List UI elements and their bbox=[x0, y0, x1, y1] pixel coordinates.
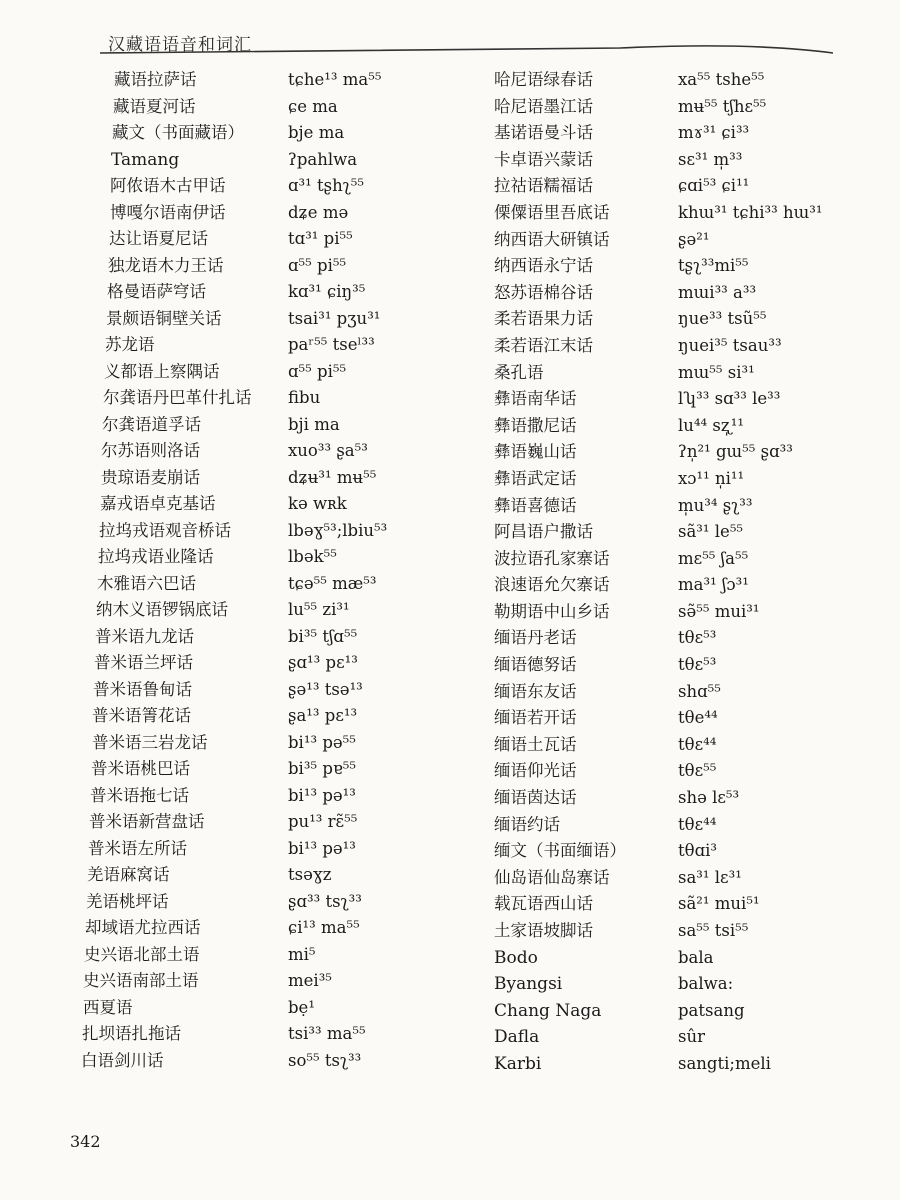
language-name: 缅语若开话 bbox=[494, 708, 577, 728]
language-name: 藏语拉萨话 bbox=[114, 70, 197, 89]
language-name: 彝语南华话 bbox=[494, 389, 577, 409]
language-name: 贵琼语麦崩话 bbox=[101, 467, 200, 487]
language-name: 哈尼语绿春话 bbox=[494, 70, 593, 89]
word-form: mʉ⁵⁵ tʃhɛ⁵⁵ bbox=[678, 96, 767, 116]
word-form: xuo³³ ʂa⁵³ bbox=[288, 441, 368, 460]
entry-row bbox=[0, 599, 760, 626]
language-name: Chang Naga bbox=[494, 1000, 602, 1021]
word-form: tθɛ⁵⁵ bbox=[678, 761, 717, 781]
word-form: ŋue³³ tsũ⁵⁵ bbox=[678, 309, 767, 329]
entry-row bbox=[0, 519, 744, 546]
word-form: tθɑi³ bbox=[678, 841, 718, 861]
word-form: ɕi¹³ ma⁵⁵ bbox=[288, 918, 360, 937]
entry-row bbox=[0, 386, 781, 413]
entry-row bbox=[0, 546, 749, 573]
word-form: khɯ³¹ tɕhi³³ hɯ³¹ bbox=[678, 202, 823, 222]
entry-row bbox=[0, 732, 717, 759]
language-name: Dafla bbox=[494, 1027, 540, 1048]
entry-row bbox=[0, 652, 717, 679]
entry-row bbox=[0, 493, 753, 520]
word-form: tʂʅ³³mi⁵⁵ bbox=[678, 256, 749, 276]
entry-row bbox=[0, 918, 749, 945]
entry-row bbox=[0, 200, 823, 227]
language-name: 彝语喜德话 bbox=[494, 495, 577, 515]
word-form: mɤ³¹ ɕi³³ bbox=[678, 123, 750, 143]
language-name: 柔若语江末话 bbox=[494, 335, 593, 355]
language-name: 独龙语木力王话 bbox=[108, 255, 224, 275]
entry-row bbox=[0, 838, 718, 865]
language-name: 普米语箐花话 bbox=[92, 706, 191, 725]
word-form: tsi³³ ma⁵⁵ bbox=[288, 1024, 366, 1043]
entry-row bbox=[0, 120, 750, 147]
language-name: 博嘎尔语南伊话 bbox=[110, 202, 226, 222]
language-name: 普米语兰坪话 bbox=[94, 653, 193, 672]
language-name: 载瓦语西山话 bbox=[494, 894, 593, 914]
language-name: 彝语撒尼话 bbox=[494, 415, 577, 435]
language-name: 嘉戎语卓克基话 bbox=[100, 494, 216, 513]
entry-row bbox=[0, 360, 755, 387]
word-form: sɛ³¹ m̩³³ bbox=[678, 149, 743, 169]
word-form: bi¹³ pə¹³ bbox=[288, 785, 356, 805]
language-name: 卡卓语兴蒙话 bbox=[494, 149, 593, 169]
word-form: lu⁵⁵ zi³¹ bbox=[288, 600, 350, 619]
entry-row bbox=[0, 679, 721, 706]
language-name: 木雅语六巴话 bbox=[97, 573, 196, 593]
entry-row bbox=[0, 94, 767, 121]
language-name: Bodo bbox=[494, 947, 538, 968]
language-name: Tamang bbox=[111, 149, 180, 170]
word-form: tsəɣz bbox=[288, 865, 332, 884]
word-form: lbək⁵⁵ bbox=[288, 547, 337, 566]
entry-row bbox=[0, 945, 714, 972]
word-form: mi⁵ bbox=[288, 944, 316, 964]
word-form: ɕɑi⁵³ ɕi¹¹ bbox=[678, 176, 750, 196]
word-form: sã³¹ le⁵⁵ bbox=[678, 522, 744, 542]
word-form: ʂa¹³ pɛ¹³ bbox=[288, 706, 358, 725]
word-form: sə̃⁵⁵ mui³¹ bbox=[678, 601, 760, 621]
language-name: 缅语土瓦话 bbox=[494, 734, 577, 754]
entry-row bbox=[0, 280, 757, 307]
language-name: 苏龙语 bbox=[105, 335, 155, 354]
language-name: 浪速语允欠寨话 bbox=[494, 575, 610, 595]
language-name: 羌语麻窝话 bbox=[87, 865, 170, 884]
entry-row bbox=[0, 413, 744, 440]
language-name: 仙岛语仙岛寨话 bbox=[494, 867, 610, 887]
entry-row bbox=[0, 1051, 771, 1078]
word-form: ʔn̩²¹ gɯ⁵⁵ ʂɑ³³ bbox=[678, 442, 793, 462]
word-form: fibu bbox=[288, 388, 321, 407]
language-name: 傈僳语里吾底话 bbox=[494, 202, 610, 222]
language-name: 尔苏语则洛话 bbox=[101, 441, 200, 460]
language-name: 拉祜语糯福话 bbox=[494, 176, 593, 196]
language-name: 缅语仰光话 bbox=[494, 761, 577, 781]
language-name: 尔龚语丹巴革什扎话 bbox=[103, 388, 252, 407]
language-name: 土家语坡脚话 bbox=[494, 921, 593, 940]
word-form: tθe⁴⁴ bbox=[678, 708, 718, 728]
word-form: sa³¹ lɛ³¹ bbox=[678, 867, 742, 887]
word-form: bẹ¹ bbox=[288, 997, 315, 1017]
word-form: tsai³¹ pʒu³¹ bbox=[288, 308, 381, 328]
language-name: 藏文（书面藏语） bbox=[112, 123, 244, 142]
word-form: dʑʉ³¹ mʉ⁵⁵ bbox=[288, 467, 377, 487]
word-form: mei³⁵ bbox=[288, 971, 332, 990]
entry-row bbox=[0, 971, 734, 998]
entry-row bbox=[0, 439, 793, 466]
language-name: 缅语茵达话 bbox=[494, 788, 577, 808]
word-form: bi¹³ pə⁵⁵ bbox=[288, 732, 356, 752]
word-form: shɑ⁵⁵ bbox=[678, 681, 721, 701]
language-name: Karbi bbox=[494, 1053, 542, 1074]
language-name: 史兴语南部土语 bbox=[83, 971, 199, 990]
entry-row bbox=[0, 785, 740, 812]
language-name: 普米语拖七话 bbox=[90, 785, 189, 805]
entry-row bbox=[0, 227, 710, 254]
entry-row bbox=[0, 625, 717, 652]
entry-row bbox=[0, 67, 765, 94]
language-name: 彝语巍山话 bbox=[494, 442, 577, 462]
word-form: bala bbox=[678, 947, 714, 967]
language-name: 纳木义语锣锅底话 bbox=[96, 600, 228, 619]
word-form: xa⁵⁵ tshe⁵⁵ bbox=[678, 70, 765, 89]
word-form: pu¹³ rɛ̃⁵⁵ bbox=[288, 812, 358, 831]
page-number: 342 bbox=[70, 1132, 101, 1151]
language-name: 景颇语铜壁关话 bbox=[106, 308, 222, 328]
word-form: bi³⁵ tʃɑ⁵⁵ bbox=[288, 626, 358, 646]
word-form: ŋuei³⁵ tsau³³ bbox=[678, 335, 782, 355]
language-name: 尔龚语道孚话 bbox=[102, 414, 201, 434]
word-form: so⁵⁵ tsʅ³³ bbox=[288, 1050, 362, 1070]
running-header: 汉藏语语音和词汇 bbox=[108, 35, 252, 55]
language-name: 达让语夏尼话 bbox=[109, 229, 208, 248]
word-form: tɕhe¹³ ma⁵⁵ bbox=[288, 70, 382, 89]
language-name: 普米语鲁甸话 bbox=[93, 679, 192, 699]
right-entry-column bbox=[0, 67, 823, 1078]
language-name: 缅语约话 bbox=[494, 814, 560, 834]
word-form: sangti;meli bbox=[678, 1053, 771, 1073]
word-form: mɯ⁵⁵ si³¹ bbox=[678, 362, 755, 382]
language-name: 义都语上察隅话 bbox=[104, 361, 220, 381]
entry-row bbox=[0, 758, 717, 785]
word-form: m̩u³⁴ ʂʅ³³ bbox=[678, 495, 753, 515]
word-form: tθɛ⁴⁴ bbox=[678, 814, 717, 834]
language-name: 缅语丹老话 bbox=[494, 628, 577, 648]
language-name: 普米语三岩龙话 bbox=[92, 732, 208, 752]
entry-row bbox=[0, 572, 749, 599]
entry-row bbox=[0, 253, 749, 280]
language-name: 缅语东友话 bbox=[494, 681, 577, 701]
word-form: tθɛ⁵³ bbox=[678, 655, 717, 675]
word-form: ʂə¹³ tsə¹³ bbox=[288, 679, 363, 699]
word-form: ma³¹ ʃɔ³¹ bbox=[678, 575, 749, 595]
word-form: bji ma bbox=[288, 414, 340, 434]
word-form: balwa: bbox=[678, 974, 734, 994]
word-form: lbəɣ⁵³;lbiu⁵³ bbox=[288, 520, 388, 540]
word-form: tθɛ⁴⁴ bbox=[678, 734, 717, 754]
word-form: sûr bbox=[678, 1027, 705, 1047]
language-name: 却域语尤拉西话 bbox=[85, 918, 201, 937]
language-name: 西夏语 bbox=[83, 997, 133, 1017]
word-form: ʂɑ¹³ pɛ¹³ bbox=[288, 653, 358, 672]
language-name: 白语剑川话 bbox=[81, 1050, 164, 1070]
entry-row bbox=[0, 147, 743, 174]
word-form: lu⁴⁴ sʐ̩¹¹ bbox=[678, 415, 744, 435]
language-name: 拉坞戎语业隆话 bbox=[98, 547, 214, 566]
language-name: 阿侬语木古甲话 bbox=[110, 176, 226, 195]
language-name: 普米语九龙话 bbox=[95, 626, 194, 646]
language-name: 柔若语果力话 bbox=[494, 309, 593, 329]
language-name: 波拉语孔家寨话 bbox=[494, 548, 610, 568]
word-form: mɛ⁵⁵ ʃa⁵⁵ bbox=[678, 548, 749, 568]
word-form: ɑ⁵⁵ pi⁵⁵ bbox=[288, 361, 347, 381]
word-form: ɕe ma bbox=[288, 96, 338, 116]
language-name: 彝语武定话 bbox=[494, 468, 577, 488]
word-form: kə wʀk bbox=[288, 494, 347, 513]
language-name: 基诺语曼斗话 bbox=[494, 123, 593, 143]
word-form: sa⁵⁵ tsi⁵⁵ bbox=[678, 921, 749, 940]
entry-row bbox=[0, 306, 767, 333]
word-form: tθɛ⁵³ bbox=[678, 628, 717, 648]
language-name: 纳西语大研镇话 bbox=[494, 229, 610, 249]
language-name: 扎坝语扎拖话 bbox=[82, 1024, 181, 1043]
entry-row bbox=[0, 705, 718, 732]
word-form: kɑ³¹ ɕiŋ³⁵ bbox=[288, 282, 366, 301]
language-name: 普米语左所话 bbox=[88, 838, 187, 858]
word-form: dʑe mə bbox=[288, 202, 349, 222]
header-rule bbox=[100, 34, 833, 60]
word-form: ʂə²¹ bbox=[678, 229, 710, 249]
language-name: 缅语德努话 bbox=[494, 655, 577, 675]
word-form: ʔpahlwa bbox=[288, 149, 358, 169]
entry-row bbox=[0, 812, 717, 839]
entry-row bbox=[0, 1024, 705, 1051]
language-name: 怒苏语棉谷话 bbox=[494, 282, 593, 302]
entry-row bbox=[0, 333, 782, 360]
language-name: 勒期语中山乡话 bbox=[494, 601, 610, 621]
word-form: mɯi³³ a³³ bbox=[678, 282, 757, 302]
word-form: patsang bbox=[678, 1000, 745, 1020]
word-form: sã²¹ mui⁵¹ bbox=[678, 894, 760, 914]
language-name: 史兴语北部土语 bbox=[84, 944, 200, 964]
word-form: ʂɑ³³ tsʅ³³ bbox=[288, 891, 362, 911]
entry-row bbox=[0, 173, 750, 200]
word-form: bje ma bbox=[288, 123, 345, 142]
word-form: ɑ³¹ tʂhʅ⁵⁵ bbox=[288, 176, 365, 195]
word-form: tɕə⁵⁵ mæ⁵³ bbox=[288, 573, 377, 593]
language-name: 普米语桃巴话 bbox=[91, 759, 190, 778]
language-name: 缅文（书面缅语） bbox=[494, 841, 626, 861]
language-name: 阿昌语户撒话 bbox=[494, 522, 593, 542]
language-name: 纳西语永宁话 bbox=[494, 256, 593, 276]
entry-row bbox=[0, 891, 760, 918]
language-name: 羌语桃坪话 bbox=[86, 891, 169, 911]
word-form: lʮ³³ sɑ³³ le³³ bbox=[678, 389, 781, 409]
word-form: shə lɛ⁵³ bbox=[678, 788, 740, 808]
word-form: tɑ³¹ pi⁵⁵ bbox=[288, 229, 353, 248]
word-form: bi¹³ pə¹³ bbox=[288, 838, 356, 858]
entry-row bbox=[0, 998, 745, 1025]
word-form: paʳ⁵⁵ tseˡ³³ bbox=[288, 335, 375, 354]
language-name: 哈尼语墨江话 bbox=[494, 96, 593, 116]
language-name: 拉坞戎语观音桥话 bbox=[99, 520, 231, 540]
language-name: 普米语新营盘话 bbox=[89, 812, 205, 831]
language-name: Byangsi bbox=[494, 974, 563, 995]
word-form: bi³⁵ pɐ⁵⁵ bbox=[288, 759, 356, 778]
entry-row bbox=[0, 865, 742, 892]
language-name: 藏语夏河话 bbox=[113, 96, 196, 116]
language-name: 桑孔语 bbox=[494, 362, 544, 382]
word-form: xɔ¹¹ n̩i¹¹ bbox=[678, 468, 745, 488]
word-form: ɑ⁵⁵ pi⁵⁵ bbox=[288, 255, 347, 275]
entry-row bbox=[0, 466, 745, 493]
language-name: 格曼语萨穹话 bbox=[107, 282, 206, 301]
